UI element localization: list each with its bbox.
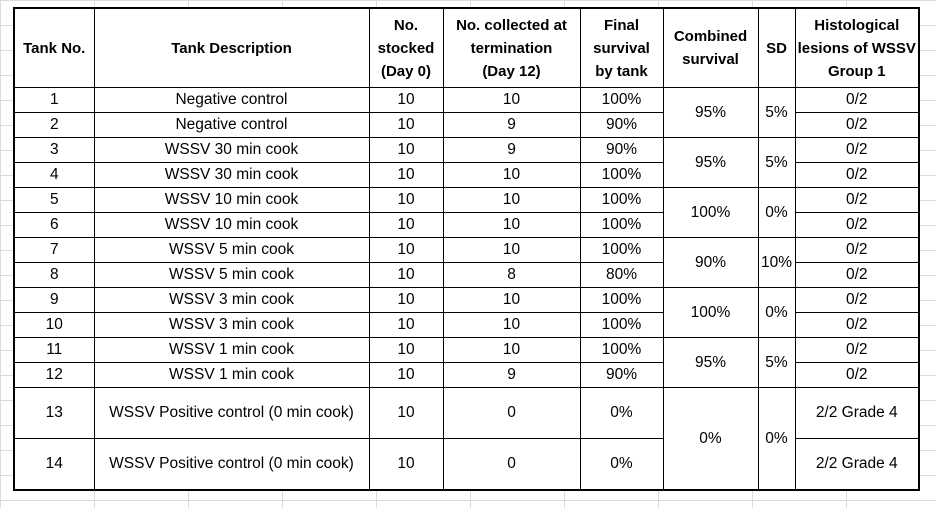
tank-description: WSSV 30 min cook <box>94 138 369 163</box>
table-row <box>14 88 919 113</box>
stocked-count: 10 <box>369 238 443 263</box>
tank-number: 3 <box>14 138 94 163</box>
sd-value: 5% <box>758 88 795 138</box>
sd-value: 0% <box>758 288 795 338</box>
stocked-count: 10 <box>369 338 443 363</box>
tank-number: 6 <box>14 213 94 238</box>
sd-value: 0% <box>758 188 795 238</box>
sd-value: 5% <box>758 138 795 188</box>
stocked-count: 10 <box>369 288 443 313</box>
final-survival: 100% <box>580 313 663 338</box>
histology-result: 0/2 <box>795 338 919 363</box>
collected-count: 0 <box>443 439 580 491</box>
final-survival: 100% <box>580 338 663 363</box>
tank-description: WSSV 10 min cook <box>94 188 369 213</box>
table-row <box>14 288 919 313</box>
final-survival: 100% <box>580 163 663 188</box>
histology-result: 0/2 <box>795 213 919 238</box>
header-histology <box>795 8 919 88</box>
tank-number: 13 <box>14 388 94 439</box>
tank-description: WSSV Positive control (0 min cook) <box>94 388 369 439</box>
header-combined-line: survival <box>682 51 739 68</box>
header-histology-line: Group 1 <box>827 62 886 80</box>
stocked-count: 10 <box>369 439 443 491</box>
sd-value: 10% <box>758 238 795 288</box>
table-row <box>14 238 919 263</box>
survival-table <box>13 7 920 491</box>
tank-number: 9 <box>14 288 94 313</box>
collected-count: 9 <box>443 363 580 388</box>
header-combined-line: Combined <box>673 28 748 45</box>
stocked-count: 10 <box>369 188 443 213</box>
final-survival: 80% <box>580 263 663 288</box>
header-combined-survival <box>663 8 758 88</box>
histology-result: 0/2 <box>795 263 919 288</box>
tank-description: WSSV 3 min cook <box>94 288 369 313</box>
tank-number: 8 <box>14 263 94 288</box>
histology-result: 0/2 <box>795 313 919 338</box>
combined-survival: 95% <box>663 138 758 188</box>
sd-value: 0% <box>758 388 795 491</box>
header-final-line: by tank <box>595 62 648 80</box>
collected-count: 10 <box>443 313 580 338</box>
collected-count: 8 <box>443 263 580 288</box>
tank-description: WSSV 1 min cook <box>94 363 369 388</box>
stocked-count: 10 <box>369 138 443 163</box>
stocked-count: 10 <box>369 363 443 388</box>
collected-count: 9 <box>443 138 580 163</box>
tank-description: Negative control <box>94 88 369 113</box>
header-histology-line: lesions of WSSV <box>797 39 916 57</box>
sd-value: 5% <box>758 338 795 388</box>
histology-result: 2/2 Grade 4 <box>795 439 919 491</box>
histology-result: 0/2 <box>795 288 919 313</box>
collected-count: 10 <box>443 188 580 213</box>
header-collected <box>443 8 580 88</box>
header-stocked <box>369 8 443 88</box>
tank-number: 7 <box>14 238 94 263</box>
header-final-line: Final <box>603 16 639 34</box>
header-histology-line: Histological <box>814 16 900 34</box>
combined-survival: 0% <box>663 388 758 491</box>
tank-number: 12 <box>14 363 94 388</box>
final-survival: 90% <box>580 138 663 163</box>
tank-number: 10 <box>14 313 94 338</box>
tank-number: 2 <box>14 113 94 138</box>
table-row <box>14 188 919 213</box>
table-row <box>14 138 919 163</box>
header-final-survival <box>580 8 663 88</box>
combined-survival: 95% <box>663 88 758 138</box>
combined-survival: 90% <box>663 238 758 288</box>
header-tank-no: Tank No. <box>14 8 94 88</box>
header-stocked-line: stocked <box>377 39 435 57</box>
stocked-count: 10 <box>369 213 443 238</box>
collected-count: 9 <box>443 113 580 138</box>
tank-description: WSSV 5 min cook <box>94 238 369 263</box>
histology-result: 0/2 <box>795 163 919 188</box>
combined-survival: 100% <box>663 188 758 238</box>
stocked-count: 10 <box>369 113 443 138</box>
collected-count: 0 <box>443 388 580 439</box>
collected-count: 10 <box>443 238 580 263</box>
final-survival: 100% <box>580 213 663 238</box>
tank-description: WSSV 1 min cook <box>94 338 369 363</box>
tank-description: WSSV Positive control (0 min cook) <box>94 439 369 491</box>
collected-count: 10 <box>443 88 580 113</box>
histology-result: 0/2 <box>795 138 919 163</box>
final-survival: 100% <box>580 88 663 113</box>
collected-count: 10 <box>443 338 580 363</box>
header-collected-line: termination <box>470 39 553 57</box>
stocked-count: 10 <box>369 88 443 113</box>
histology-result: 0/2 <box>795 238 919 263</box>
final-survival: 90% <box>580 113 663 138</box>
header-tank-description: Tank Description <box>94 8 369 88</box>
histology-result: 0/2 <box>795 88 919 113</box>
histology-result: 0/2 <box>795 113 919 138</box>
histology-result: 2/2 Grade 4 <box>795 388 919 439</box>
tank-description: Negative control <box>94 113 369 138</box>
final-survival: 0% <box>580 388 663 439</box>
table-row <box>14 388 919 439</box>
tank-number: 14 <box>14 439 94 491</box>
header-stocked-line: No. <box>393 16 419 34</box>
collected-count: 10 <box>443 213 580 238</box>
final-survival: 100% <box>580 238 663 263</box>
tank-description: WSSV 3 min cook <box>94 313 369 338</box>
stocked-count: 10 <box>369 313 443 338</box>
stocked-count: 10 <box>369 388 443 439</box>
header-sd: SD <box>758 8 795 88</box>
tank-number: 5 <box>14 188 94 213</box>
header-collected-line: No. collected at <box>456 16 567 34</box>
histology-result: 0/2 <box>795 188 919 213</box>
combined-survival: 95% <box>663 338 758 388</box>
final-survival: 90% <box>580 363 663 388</box>
header-final-line: survival <box>593 39 650 57</box>
header-collected-line: (Day 12) <box>482 62 541 80</box>
tank-number: 11 <box>14 338 94 363</box>
collected-count: 10 <box>443 163 580 188</box>
final-survival: 100% <box>580 288 663 313</box>
tank-number: 4 <box>14 163 94 188</box>
stocked-count: 10 <box>369 263 443 288</box>
combined-survival: 100% <box>663 288 758 338</box>
collected-count: 10 <box>443 288 580 313</box>
tank-description: WSSV 10 min cook <box>94 213 369 238</box>
header-stocked-line: (Day 0) <box>380 62 432 80</box>
final-survival: 0% <box>580 439 663 491</box>
header-row <box>14 8 919 88</box>
table-row <box>14 338 919 363</box>
tank-description: WSSV 5 min cook <box>94 263 369 288</box>
tank-number: 1 <box>14 88 94 113</box>
final-survival: 100% <box>580 188 663 213</box>
stocked-count: 10 <box>369 163 443 188</box>
tank-description: WSSV 30 min cook <box>94 163 369 188</box>
histology-result: 0/2 <box>795 363 919 388</box>
